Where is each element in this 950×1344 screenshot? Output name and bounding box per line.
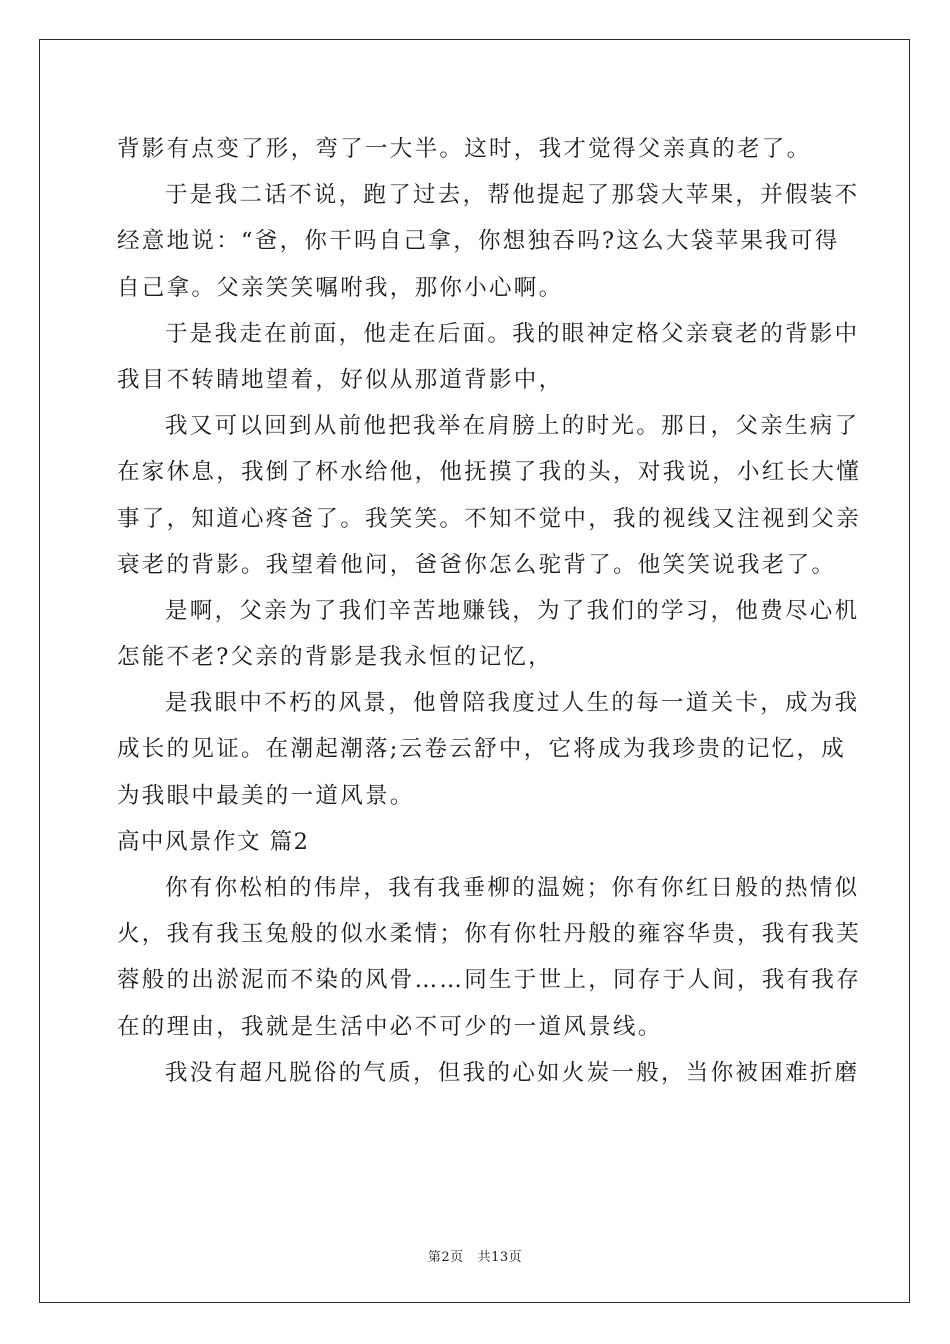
section-heading: 高中风景作文 篇2 xyxy=(117,828,310,855)
text-line-4: 自己拿。父亲笑笑嘱咐我，那你小心啊。 xyxy=(117,274,564,301)
text-line-11: 是啊，父亲为了我们辛苦地赚钱，为了我们的学习，他费尽心机 xyxy=(165,597,860,624)
text-line-6: 我目不转睛地望着，好似从那道背影中， xyxy=(117,366,564,393)
text-line-21: 我没有超凡脱俗的气质，但我的心如火炭一般，当你被困难折磨 xyxy=(165,1059,860,1086)
page-number: 第2页 xyxy=(427,1250,464,1265)
text-line-7: 我又可以回到从前他把我举在肩膀上的时光。那日，父亲生病了 xyxy=(165,413,860,440)
text-line-5: 于是我走在前面，他走在后面。我的眼神定格父亲衰老的背影中 xyxy=(165,320,860,347)
text-line-13: 是我眼中不朽的风景，他曾陪我度过人生的每一道关卡，成为我 xyxy=(165,690,860,717)
page-total: 共13页 xyxy=(477,1250,523,1265)
document-body xyxy=(117,126,862,1096)
text-line-1: 背影有点变了形，弯了一大半。这时，我才觉得父亲真的老了。 xyxy=(117,136,812,162)
text-line-19: 蓉般的出淤泥而不染的风骨……同生于世上，同存于人间，我有我存 xyxy=(117,967,862,994)
text-line-10: 衰老的背影。我望着他问，爸爸你怎么驼背了。他笑笑说我老了。 xyxy=(117,551,837,578)
text-line-18: 火，我有我玉兔般的似水柔情；你有你牡丹般的雍容华贵，我有我芙 xyxy=(117,921,862,948)
text-line-3: 经意地说：“爸，你干吗自己拿，你想独吞吗?这么大袋苹果我可得 xyxy=(117,228,840,255)
page-footer xyxy=(0,1246,950,1265)
text-line-12: 怎能不老?父亲的背影是我永恒的记忆， xyxy=(117,644,553,671)
text-line-9: 事了，知道心疼爸了。我笑笑。不知不觉中，我的视线又注视到父亲 xyxy=(117,505,862,532)
text-line-2: 于是我二话不说，跑了过去，帮他提起了那袋大苹果，并假装不 xyxy=(165,182,860,209)
text-line-17: 你有你松柏的伟岸，我有我垂柳的温婉；你有你红日般的热情似 xyxy=(165,875,860,901)
text-line-15: 为我眼中最美的一道风景。 xyxy=(117,782,415,809)
text-line-20: 在的理由，我就是生活中必不可少的一道风景线。 xyxy=(117,1013,663,1040)
text-line-8: 在家休息，我倒了杯水给他，他抚摸了我的头，对我说，小红长大懂 xyxy=(117,459,862,486)
text-line-14: 成长的见证。在潮起潮落;云卷云舒中，它将成为我珍贵的记忆，成 xyxy=(117,736,847,763)
